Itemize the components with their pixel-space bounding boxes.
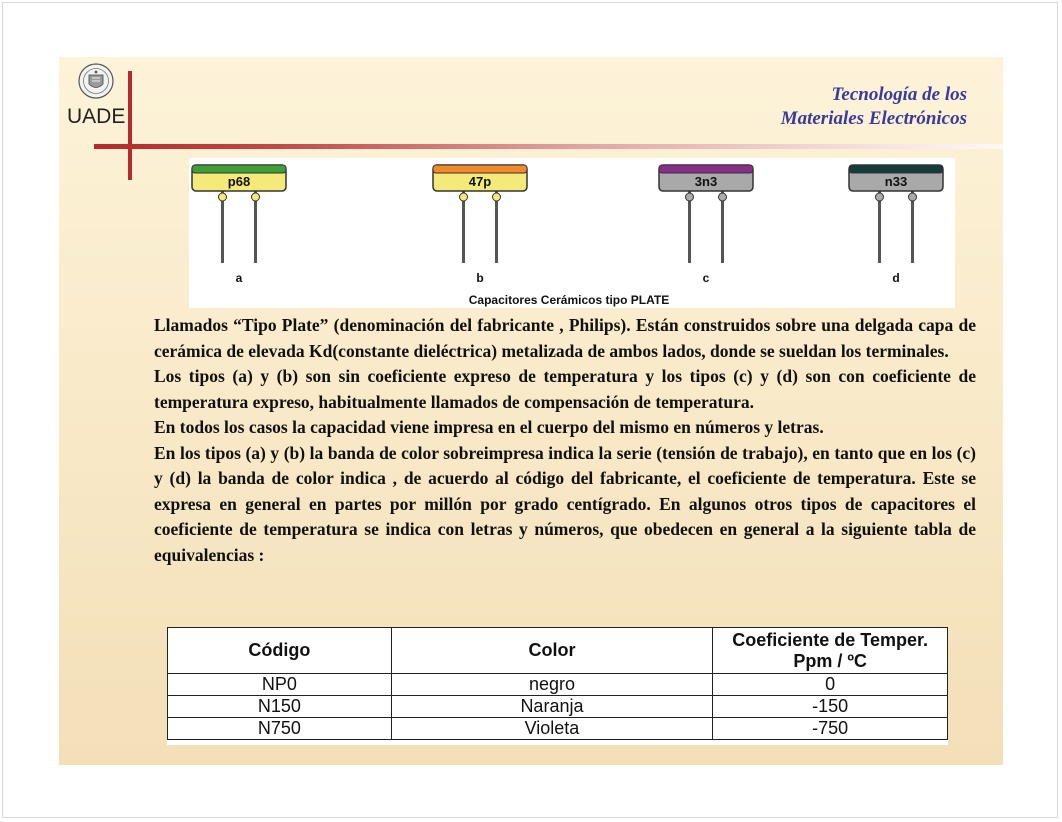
capacitor-letter-label: d (892, 271, 900, 285)
title-line-2: Materiales Electrónicos (780, 108, 967, 129)
red-vertical-rule (128, 71, 132, 180)
capacitor-code-label: 3n3 (694, 174, 718, 189)
capacitor-letter-label: b (476, 271, 484, 285)
capacitor-lead (221, 191, 224, 263)
header-color: Color (391, 628, 713, 674)
capacitor-lead (688, 191, 691, 263)
lead-joint (252, 193, 260, 201)
capacitor-code-label: p68 (227, 174, 251, 189)
logo-text: UADE (67, 105, 126, 128)
header-coeficiente-line2: Ppm / ºC (793, 650, 867, 671)
capacitor-lead (462, 191, 465, 263)
cell-codigo: N750 (168, 718, 392, 740)
lead-joint (719, 193, 727, 201)
header-coeficiente-line1: Coeficiente de Temper. (732, 629, 928, 650)
table-header-row (168, 628, 948, 674)
paragraph: Los tipos (a) y (b) son sin coeficiente expreso de temperatura y los tipos (c) y (d) son con coeficiente de temperatura expreso, habitualmente llamados de compensación de temperatura. (154, 366, 976, 412)
header-coeficiente (713, 628, 948, 674)
cell-color: Naranja (391, 696, 713, 718)
capacitor-figure (189, 158, 955, 308)
coefficient-table-container (167, 627, 948, 745)
capacitor-lead (254, 191, 257, 263)
cell-color: Violeta (391, 718, 713, 740)
lead-joint (460, 193, 468, 201)
capacitor-letter-label: a (235, 271, 243, 285)
lead-joint (219, 193, 227, 201)
paragraph: En todos los casos la capacidad viene impresa en el cuerpo del mismo en números y letras. (154, 417, 824, 437)
cell-codigo: NP0 (168, 674, 392, 696)
paragraph: En los tipos (a) y (b) la banda de color sobreimpresa indica la serie (tensión de trabajo), en tanto que en los (c) y (d) la banda de color indica , de acuerdo al código del fabricante, el coeficiente de temperatura. Este se expresa en general en partes por millón por grado centígrado. En algunos otros tipos de capacitores el coeficiente de temperatura se indica con letras y números, que obedecen en general a la siguiente tabla de equivalencias : (154, 442, 976, 565)
red-horizontal-rule (94, 144, 1003, 149)
slide (59, 57, 1003, 765)
uade-logo (67, 63, 125, 133)
lead-joint (493, 193, 501, 201)
header-codigo: Código (168, 628, 392, 674)
capacitor-color-band (433, 165, 527, 173)
title-line-1: Tecnología de los (831, 84, 967, 105)
slide-title (781, 83, 967, 131)
coefficient-table (167, 627, 948, 740)
capacitor-lead (911, 191, 914, 263)
table-row (168, 674, 948, 696)
capacitor-lead (878, 191, 881, 263)
lead-joint (876, 193, 884, 201)
capacitor-color-band (659, 165, 753, 173)
capacitor-drawing (189, 158, 955, 308)
body-text (154, 313, 976, 568)
cell-coeficiente: 0 (713, 674, 948, 696)
cell-coeficiente: -150 (713, 696, 948, 718)
capacitor-lead (721, 191, 724, 263)
lead-joint (686, 193, 694, 201)
capacitor-color-band (192, 165, 286, 173)
lead-joint (909, 193, 917, 201)
cell-color: negro (391, 674, 713, 696)
table-row (168, 718, 948, 740)
paragraph: Llamados “Tipo Plate” (denominación del fabricante , Philips). Están construidos sobre una delgada capa de cerámica de elevada Kd(constante dieléctrica) metalizada de ambos lados, donde se sueldan los terminales. (154, 315, 976, 361)
capacitor-color-band (849, 165, 943, 173)
table-row (168, 696, 948, 718)
cell-codigo: N150 (168, 696, 392, 718)
capacitor-letter-label: c (702, 271, 710, 285)
university-seal-icon (78, 63, 114, 99)
cell-coeficiente: -750 (713, 718, 948, 740)
figure-caption: Capacitores Cerámicos tipo PLATE (468, 293, 670, 307)
capacitor-lead (495, 191, 498, 263)
capacitor-code-label: n33 (884, 174, 908, 189)
capacitor-code-label: 47p (468, 174, 492, 189)
